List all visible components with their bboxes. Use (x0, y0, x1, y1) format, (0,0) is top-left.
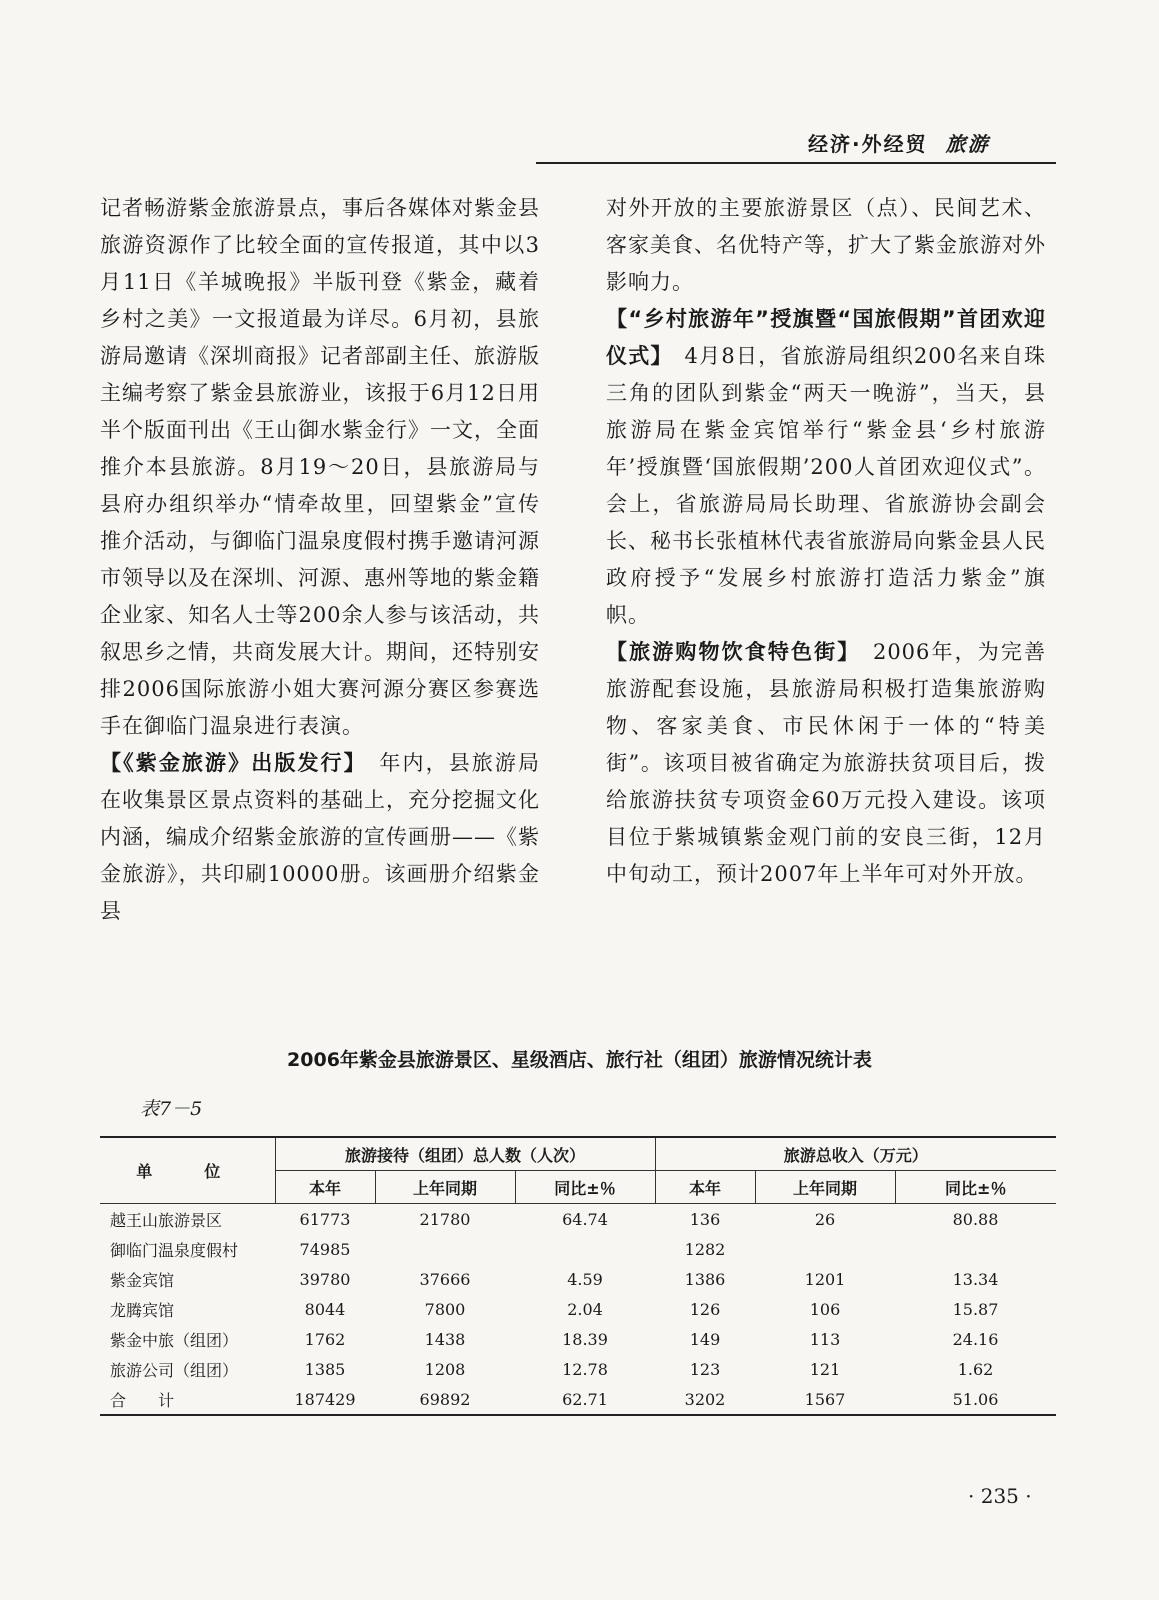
col-header: 同比±％ (895, 1171, 1056, 1204)
table-row (100, 1234, 1056, 1264)
table-cell: 39780 (299, 1269, 351, 1289)
paragraph (100, 190, 540, 745)
table-cell: 51.06 (895, 1384, 1056, 1415)
table-cell: 26 (814, 1209, 836, 1229)
table-cell: 121 (809, 1359, 841, 1379)
row-label: 越王山旅游景区 (110, 1210, 223, 1230)
table-cell: 64.74 (562, 1209, 608, 1229)
table-cell: 13.34 (952, 1269, 999, 1289)
left-column (100, 190, 540, 930)
group-header-visitors: 旅游接待（组团）总人数（人次） (275, 1137, 655, 1171)
table-cell: 113 (809, 1329, 841, 1349)
table-cell: 1438 (424, 1329, 466, 1349)
table-cell: 61773 (299, 1209, 351, 1229)
paragraph-text: 对外开放的主要旅游景区（点）、民间艺术、客家美食、名优特产等，扩大了紫金旅游对外影响力。 (606, 196, 1046, 294)
table-cell: 1201 (804, 1269, 846, 1289)
table-cell: 1567 (755, 1384, 895, 1415)
paragraph-text: 年内，县旅游局在收集景区景点资料的基础上，充分挖掘文化内涵，编成介绍紫金旅游的宣传画册——《紫金旅游》，共印刷10000册。该画册介绍紫金县 (100, 751, 541, 923)
row-label: 紫金中旅（组团） (110, 1330, 239, 1350)
table-cell: 106 (809, 1299, 841, 1319)
page-number: · 235 · (968, 1484, 1032, 1508)
stats-table (100, 1136, 1056, 1416)
paragraph (606, 634, 1046, 893)
header-rule (536, 162, 1056, 164)
row-label: 龙腾宾馆 (110, 1300, 175, 1320)
table-title: 2006年紫金县旅游景区、星级酒店、旅行社（组团）旅游情况统计表 (287, 1049, 872, 1071)
running-header (808, 128, 990, 157)
table-cell: 1282 (684, 1239, 726, 1259)
table-cell: 18.39 (562, 1329, 608, 1349)
table-cell: 123 (689, 1359, 721, 1379)
table-row (100, 1204, 1056, 1235)
table-cell: 8044 (304, 1299, 346, 1319)
table-cell (515, 1234, 655, 1264)
paragraph-text: 2006年，为完善旅游配套设施，县旅游局积极打造集旅游购物、客家美食、市民休闲于一体的“特美街”。该项目被省确定为旅游扶贫项目后，拨给旅游扶贫专项资金60万元投入建设。该项目位于紫城镇紫金观门前的安良三街，12月中旬动工，预计2007年上半年可对外开放。 (606, 640, 1046, 886)
table-cell: 37666 (419, 1269, 471, 1289)
paragraph (606, 190, 1046, 301)
table-number: 表7－5 (140, 1098, 203, 1120)
table-cell: 126 (689, 1299, 721, 1319)
table-cell: 149 (689, 1329, 721, 1349)
table-cell: 1386 (684, 1269, 726, 1289)
table-cell: 1208 (424, 1359, 466, 1379)
table-cell: 1.62 (957, 1359, 994, 1379)
table-cell: 12.78 (562, 1359, 608, 1379)
table-cell (375, 1234, 515, 1264)
paragraph-text: 记者畅游紫金旅游景点，事后各媒体对紫金县旅游资源作了比较全面的宣传报道，其中以3月11日《羊城晚报》半版刊登《紫金，藏着乡村之美》一文报道最为详尽。6月初，县旅游局邀请《深圳商报》记者部副主任、旅游版主编考察了紫金县旅游业，该报于6月12日用半个版面刊出《王山御水紫金行》一文，全面推介本县旅游。8月19～20日，县旅游局与县府办组织举办“情牵故里，回望紫金”宣传推介活动，与御临门温泉度假村携手邀请河源市领导以及在深圳、河源、惠州等地的紫金籍企业家、知名人士等200余人参与该活动，共叙思乡之情，共商发展大计。期间，还特别安排2006国际旅游小姐大赛河源分赛区参赛选手在御临门温泉进行表演。 (100, 196, 540, 738)
paragraph-text: 4月8日，省旅游局组织200名来自珠三角的团队到紫金“两天一晚游”，当天，县旅游局在紫金宾馆举行“紫金县‘乡村旅游年’授旗暨‘国旅假期’200人首团欢迎仪式”。会上，省旅游局局长助理、省旅游协会副会长、秘书长张植林代表省旅游局向紫金县人民政府授予“发展乡村旅游打造活力紫金”旗帜。 (606, 344, 1047, 627)
table-cell: 187429 (275, 1384, 375, 1415)
table-row (100, 1294, 1056, 1324)
table-row (100, 1384, 1056, 1415)
table-cell: 7800 (424, 1299, 466, 1319)
col-header: 同比±％ (515, 1171, 655, 1204)
table-cell: 1762 (304, 1329, 346, 1349)
table-cell: 1385 (304, 1359, 346, 1379)
col-header: 本年 (655, 1171, 755, 1204)
table-cell: 69892 (375, 1384, 515, 1415)
header-section-title: 经济·外经贸 (808, 132, 928, 156)
paragraph (100, 745, 540, 930)
table-cell: 21780 (419, 1209, 471, 1229)
table-cell: 4.59 (567, 1269, 603, 1289)
col-header: 上年同期 (375, 1171, 515, 1204)
table-cell: 80.88 (952, 1209, 999, 1229)
row-label: 紫金宾馆 (110, 1270, 175, 1290)
table-body (100, 1204, 1056, 1416)
paragraph (606, 301, 1046, 634)
row-label: 御临门温泉度假村 (110, 1240, 239, 1260)
row-label: 旅游公司（组团） (110, 1360, 239, 1380)
table-row (100, 1354, 1056, 1384)
header-subsection: 旅游 (945, 132, 990, 156)
table-cell (895, 1234, 1056, 1264)
paragraph-heading: 【“乡村旅游年”授旗暨“国旅假期”首团欢迎仪式】 (606, 307, 1046, 368)
table-row (100, 1324, 1056, 1354)
col-header: 上年同期 (755, 1171, 895, 1204)
table-cell: 2.04 (567, 1299, 603, 1319)
col-header: 本年 (275, 1171, 375, 1204)
table-cell (755, 1234, 895, 1264)
table-cell: 15.87 (952, 1299, 999, 1319)
table-cell: 62.71 (515, 1384, 655, 1415)
table-row (100, 1264, 1056, 1294)
row-label: 合 计 (100, 1384, 275, 1415)
group-header-revenue: 旅游总收入（万元） (655, 1137, 1056, 1171)
paragraph-heading: 【旅游购物饮食特色街】 (606, 640, 850, 664)
table-cell: 3202 (655, 1384, 755, 1415)
right-column (606, 190, 1046, 893)
table-cell: 74985 (299, 1239, 351, 1259)
paragraph-heading: 【《紫金旅游》出版发行】 (100, 751, 357, 775)
table-cell: 24.16 (952, 1329, 999, 1349)
table-cell: 136 (689, 1209, 721, 1229)
unit-header: 单 位 (100, 1137, 275, 1204)
